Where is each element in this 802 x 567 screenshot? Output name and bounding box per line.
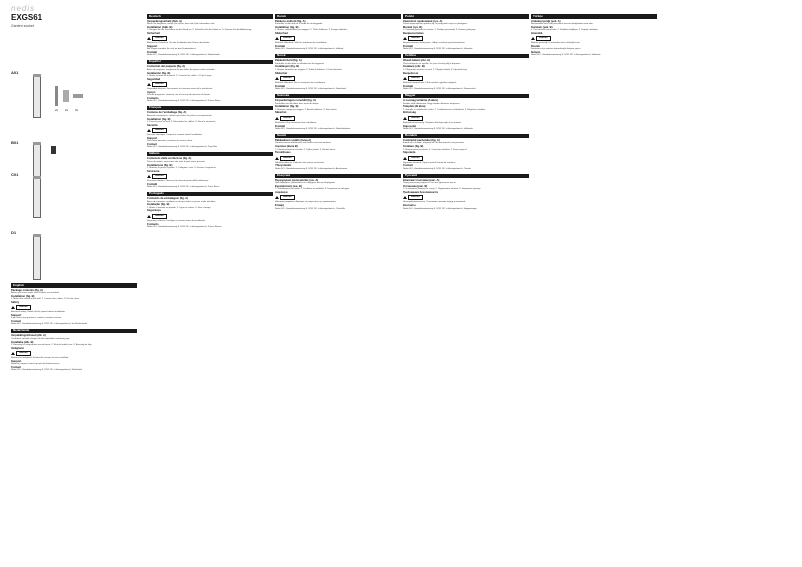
section-text: 1. Bringen Sie die Steckdose an der Wand an. 2. Schließen Sie die Kabel an. 3. Fixieren Sie die Abdeckung. [147, 28, 252, 31]
section-text: Bezpieczeństwo elektryczne. Odłącz zasilanie przed montażem. [403, 41, 466, 44]
section-heading: Pakkauksen sisältö (kuva A) [275, 139, 312, 143]
lang-section [275, 134, 401, 171]
section-heading: Επαφή [275, 204, 284, 208]
danger-label: DANGER [152, 174, 167, 179]
section-heading: A csomag tartalma (A ábra) [403, 99, 438, 103]
section-text: Przed rozpoczęciem upewnij się, że wszystkie części są dostępne. [403, 22, 468, 25]
danger-label: DANGER [152, 82, 167, 87]
section-text: Elektrische veiligheid. Schakel de stroom uit voor installatie. [11, 356, 69, 359]
warning-triangle-icon [275, 196, 279, 199]
section-heading: Asennus (kuva B) [275, 145, 298, 149]
section-text: 1. Τοποθετήστε την πρίζα. 2. Συνδέστε τα καλώδια. 3. Στερεώστε το κάλυμμα. [275, 188, 350, 191]
warning-triangle-icon [403, 196, 407, 199]
text-column [403, 14, 529, 560]
section-heading: Obsah balení (obr. A) [403, 59, 430, 63]
lang-section [275, 54, 401, 91]
figure-c01 [11, 172, 85, 216]
language-header: Polski [403, 14, 529, 19]
danger-warning [147, 36, 273, 41]
section-heading: Apoyo [147, 90, 156, 94]
section-text: Elsäkerhet. Bryt strömmen före installation. [275, 121, 317, 124]
lang-section [531, 14, 657, 57]
section-heading: Yhteystiedot [275, 164, 292, 168]
section-text: 1. Zamontuj gniazdo na ścianie. 2. Podłącz przewody. 3. Zamocuj pokrywę. [403, 28, 476, 31]
section-heading: Installazione (fig. B) [147, 163, 173, 167]
section-text: If you have any questions, contact customer service. [11, 317, 62, 320]
section-text: Avant de commencer, vérifiez que toutes les pièces sont présentes. [147, 114, 213, 117]
figure-a01 [11, 70, 85, 118]
section-heading: Conținutul pachetului (fig. A) [403, 139, 440, 143]
warning-icon [51, 146, 56, 154]
section-heading: Kontakt [275, 44, 286, 48]
warning-triangle-icon [11, 306, 15, 309]
section-text: Nedis B.V., Hambakenwetering 8, 5231 DD 's-Hertogenbosch, Nizozemsko [403, 87, 476, 90]
danger-label: DANGER [280, 116, 295, 121]
section-text: Kontroller at alle dele er til stede før du begynder. [275, 22, 323, 25]
section-heading: Kapcsolat [403, 124, 416, 128]
language-header: Română [403, 134, 529, 139]
danger-warning [403, 156, 529, 161]
lang-section [275, 94, 401, 131]
section-heading: Instalare (fig. B) [403, 145, 424, 149]
section-text: Sorularınız için müşteri hizmetleriyle iletişime geçin. [531, 48, 581, 51]
section-heading: Kontakt [403, 44, 414, 48]
section-text: Перед началом убедитесь, что все детали на месте. [403, 182, 457, 185]
warning-triangle-icon [147, 215, 151, 218]
section-text: Sécurité électrique. Coupez le courant avant l'installation. [147, 133, 203, 136]
section-text: Nedis B.V., Hambakenwetering 8, 5231 DD 's-Hertogenbosch, Nederland [275, 87, 346, 90]
danger-warning [11, 351, 137, 356]
section-text: Before you start, make sure all parts are included. [11, 291, 60, 294]
danger-warning [403, 116, 529, 121]
part-size-3: 3x [75, 108, 79, 112]
danger-warning [147, 82, 273, 87]
section-heading: Support [11, 313, 22, 317]
section-text: Электробезопасность. Отключите питание перед установкой. [403, 201, 466, 204]
language-header: Norsk [275, 54, 401, 59]
section-text: Sicurezza elettrica. Staccare la corrente prima dell'installazione. [147, 179, 209, 182]
part-size-2: 2x [65, 108, 69, 112]
text-column [147, 14, 273, 560]
section-text: Kontroller at alle deler er inkludert før du begynner. [275, 62, 325, 65]
section-heading: Conteúdo da embalagem (fig. A) [147, 197, 189, 201]
section-heading: Contact [11, 365, 22, 369]
warning-triangle-icon [11, 352, 15, 355]
section-heading: Contacto [147, 96, 159, 100]
section-heading: Installation (fig. B) [147, 117, 171, 121]
warning-triangle-icon [403, 157, 407, 160]
section-heading: Sikkerhet [275, 71, 288, 75]
section-text: Nedis B.V., Hambakenwetering 8, 5231 DD 's-Hertogenbosch, Hollandia [403, 127, 473, 130]
section-text: Před zahájením se ujistěte, že jsou všechny díly k dispozici. [403, 62, 461, 65]
lang-section [275, 174, 401, 211]
danger-label: DANGER [536, 36, 551, 41]
section-text: Pour toute question, contactez le service client. [147, 140, 193, 143]
section-heading: Support [147, 136, 158, 140]
section-heading: Комплект поставки (рис. A) [403, 179, 440, 182]
section-text: 1. Mount the socket to the wall. 2. Connect the cables. 3. Fix the cover. [11, 297, 80, 300]
section-text: Kontrollera att alla delar finns innan du börjar. [275, 102, 320, 105]
section-text: 1. Montare la presa a parete. 2. Collegare i cavi. 3. Fissare il coperchio. [147, 166, 217, 169]
section-heading: Contact [403, 164, 414, 168]
section-heading: Güvenlik [531, 31, 543, 35]
danger-label: DANGER [408, 195, 423, 200]
section-text: Bevor Sie beginnen, stellen Sie sicher, dass alle Teile vorhanden sind. [147, 22, 215, 25]
section-heading: Kontakt [275, 124, 286, 128]
lang-section-nl [11, 329, 137, 372]
section-text: 1. Montați priza pe perete. 2. Conectați cablurile. 3. Fixați capacul. [403, 148, 468, 151]
section-heading: Kontakt [147, 50, 158, 54]
section-text: Elektrisk sikkerhet. Slå av strømmen før installasjon. [275, 81, 326, 84]
section-text: Neem bij vragen contact op met de klantenservice. [11, 363, 61, 366]
section-text: Seguridad eléctrica. Desconecte la corriente antes de la instalación. [147, 87, 213, 90]
section-text: Înainte de a începe, asigurați-vă că toate piesele sunt prezente. [403, 142, 465, 145]
section-text: 1. Připevněte zásuvku na zeď. 2. Připojte kabely. 3. Upevněte kryt. [403, 68, 468, 71]
section-text: 1. Monte a tomada na parede. 2. Ligue os cabos. 3. Fixe a tampa. [147, 206, 211, 209]
language-header: Magyar [403, 94, 529, 99]
model-number: EXGS61 [11, 13, 43, 22]
section-heading: Biztonság [403, 111, 416, 115]
danger-warning [275, 156, 401, 161]
product-subtitle: Garden socket [11, 24, 34, 28]
section-heading: Förpackningens innehåll (fig. A) [275, 99, 316, 103]
section-text: Elektrik güvenliği. Kurulumdan önce elektriği kesin. [531, 41, 581, 44]
section-text: Bei Fragen wenden Sie sich an den Kundendienst. [147, 48, 197, 51]
danger-warning [11, 305, 137, 310]
section-text: Nedis B.V., Hambakenwetering 8, 5231 DD 's-Hertogenbosch, Países Bajos [147, 100, 221, 103]
section-text: Elektrische Sicherheit. Vor der Installation den Strom abschalten. [147, 41, 210, 44]
danger-label: DANGER [280, 195, 295, 200]
section-text: Si tiene preguntas, contacte con el servicio de atención al cliente. [147, 94, 211, 97]
section-text: Siguranța electrică. Opriți curentul înainte de instalare. [403, 161, 456, 164]
warning-triangle-icon [147, 37, 151, 40]
language-header: Español [147, 60, 273, 65]
figure-label: C01 [11, 172, 19, 177]
danger-label: DANGER [152, 128, 167, 133]
figure-label: A01 [11, 70, 19, 75]
section-text: 1. Prizi duvara monte edin. 2. Kabloları bağlayın. 3. Kapağı sabitleyin. [531, 28, 599, 31]
section-text: Antes de começar, certifique-se de que todas as peças estão incluídas. [147, 200, 217, 203]
lang-section [275, 14, 401, 51]
lang-section [403, 54, 529, 91]
section-heading: Contact [11, 319, 22, 323]
danger-warning [275, 116, 401, 121]
section-heading: Περιεχόμενα συσκευασίας (εικ. A) [275, 179, 319, 182]
section-text: 1. Monter stikkontakten på væggen. 2. Tilslut kablerne. 3. Fastgør dækslet. [275, 28, 348, 31]
brand-logo: nedis [11, 4, 36, 13]
section-heading: Siguranța [403, 151, 416, 155]
warning-triangle-icon [403, 37, 407, 40]
section-heading: Ασφάλεια [275, 191, 288, 195]
danger-warning [403, 76, 529, 81]
section-heading: Destek [531, 44, 540, 48]
section-heading: İletişim [531, 50, 541, 54]
section-heading: Sicurezza [147, 169, 160, 173]
danger-label: DANGER [280, 156, 295, 161]
language-header: Suomi [275, 134, 401, 139]
section-heading: Contacto [147, 222, 159, 226]
danger-warning [275, 195, 401, 200]
section-heading: Pakkens indhold (fig. A) [275, 19, 306, 23]
section-text: Segurança elétrica. Desligue a corrente antes da instalação. [147, 219, 206, 222]
section-heading: Turvallisuus [275, 151, 291, 155]
section-text: Sähköturvallisuus. Katkaise virta ennen asennusta. [275, 161, 325, 164]
section-heading: Installation (fig. B) [11, 294, 35, 298]
danger-label: DANGER [408, 116, 423, 121]
section-heading: Veiligheid [11, 346, 24, 350]
danger-label: DANGER [16, 305, 31, 310]
language-header: Русский [403, 174, 529, 179]
section-heading: Pakkeinnhold (fig. A) [275, 59, 302, 63]
section-heading: Seguridad [147, 77, 161, 81]
section-heading: Installation (Abb. B) [147, 25, 173, 29]
danger-warning [275, 76, 401, 81]
section-heading: Bezpečnost [403, 71, 419, 75]
socket-post-illustration [33, 178, 41, 218]
section-text: Nedis B.V., Hambakenwetering 8, 5231 DD 's-Hertogenbosch, Países Baixos [147, 225, 222, 228]
section-heading: Sicherheit [147, 31, 160, 35]
danger-warning [147, 128, 273, 133]
section-text: Nedis B.V., Hambakenwetering 8, 5231 DD 's-Hertogenbosch, Holandia [403, 48, 473, 51]
section-heading: Sécurité [147, 123, 158, 127]
lang-section [147, 152, 273, 189]
section-heading: Verpakkingsinhoud (afb. A) [11, 334, 46, 338]
section-text: Antes de empezar, asegúrese de que todas las piezas estén incluidas. [147, 68, 216, 71]
warning-triangle-icon [275, 117, 279, 120]
section-heading: Kontakt [275, 84, 286, 88]
danger-warning [531, 36, 657, 41]
lang-section [403, 174, 529, 211]
section-text: Varmista ennen aloittamista, että kaikki osat ovat mukana. [275, 142, 332, 145]
section-heading: Contenido del paquete (fig. A) [147, 65, 186, 69]
section-text: Nedis B.V., Hambakenwetering 8, 5231 DD 's-Hertogenbosch, Niederlande [147, 54, 220, 57]
warning-triangle-icon [403, 117, 407, 120]
section-heading: Installation (fig. B) [275, 105, 299, 109]
section-heading: Требования безопасности [403, 191, 439, 195]
section-text: 1. Kiinnitä pistorasia seinään. 2. Kytke johdot. 3. Kiinnitä kansi. [275, 148, 336, 151]
section-text: 1. Monte la toma en la pared. 2. Conecte los cables. 3. Fije la tapa. [147, 74, 212, 77]
language-header: Türkçe [531, 14, 657, 19]
section-heading: Verpackungsinhalt (Abb. A) [147, 19, 182, 23]
section-heading: Contact [147, 142, 158, 146]
section-heading: Telepítés (B ábra) [403, 105, 426, 109]
section-text: Prima di iniziare, assicurarsi che tutte le parti siano presenti. [147, 160, 206, 163]
section-text: Nedis B.V., Hambakenwetering 8, 5231 DD 's-Hertogenbosch, Pays-Bas [147, 146, 218, 149]
section-heading: Support [147, 44, 158, 48]
danger-warning [403, 36, 529, 41]
section-heading: Контакты [403, 204, 416, 208]
section-text: 1. Szerelje a csatlakozót a falra. 2. Csatlakoztassa a kábeleket. 3. Rögzítse a fedelet. [403, 108, 486, 111]
section-heading: Installatie (afb. B) [11, 340, 34, 344]
section-heading: Contatti [147, 182, 158, 186]
section-heading: Установка (рис. B) [403, 185, 428, 189]
warning-triangle-icon [275, 37, 279, 40]
section-heading: Instalación (fig. B) [147, 71, 171, 75]
language-header: Français [147, 106, 273, 111]
lang-section [147, 106, 273, 149]
language-header: Ελληνικά [275, 174, 401, 179]
section-text: 1. Bevestig het stopcontact aan de muur. 2. Sluit de kabels aan. 3. Bevestig de kap. [11, 343, 92, 346]
lang-section [403, 94, 529, 131]
warning-triangle-icon [147, 129, 151, 132]
danger-label: DANGER [152, 36, 167, 41]
section-text: 1. Fixez la prise au mur. 2. Raccordez les câbles. 3. Fixez le couvercle. [147, 120, 216, 123]
language-header: Svenska [275, 94, 401, 99]
section-heading: Kurulum (şek. B) [531, 25, 553, 29]
section-heading: Installasjon (fig. B) [275, 65, 300, 69]
danger-label: DANGER [16, 351, 31, 356]
warning-triangle-icon [275, 77, 279, 80]
language-header: Português [147, 192, 273, 197]
section-text: 1. Monter kontakten på veggen. 2. Koble til kablene. 3. Fest dekselet. [275, 68, 343, 71]
section-text: Electrical safety. Switch off the power before installation. [11, 310, 66, 313]
section-text: 1. Установите розетку на стену. 2. Подключите кабели. 3. Закрепите крышку. [403, 188, 481, 191]
lang-section-en [11, 283, 137, 326]
section-text: Ηλεκτρική ασφάλεια. Διακόψτε το ρεύμα πριν την εγκατάσταση. [275, 201, 337, 204]
section-text: Nedis B.V., Hambakenwetering 8, 5231 DD 's-Hertogenbosch, Hollanda [531, 54, 601, 57]
danger-warning [403, 195, 529, 200]
section-text: Başlamadan önce tüm parçaların mevcut olduğundan emin olun. [531, 22, 594, 25]
text-column [531, 14, 657, 560]
lang-section [403, 14, 529, 51]
figure-d1 [11, 230, 85, 278]
section-text: Nedis B.V., Hambakenwetering 8, 5231 DD 's-Hertogenbosch, Holland [275, 48, 344, 51]
section-text: Elektrisk sikkerhed. Sluk for strømmen før installation. [275, 41, 328, 44]
section-heading: Support [11, 359, 22, 363]
danger-label: DANGER [408, 156, 423, 161]
anchor-icon [63, 90, 69, 102]
section-heading: Sikkerhed [275, 31, 288, 35]
section-text: Nedis B.V., Hambakenwetering 8, 5231 DD 's-Hertogenbosch, Olanda [403, 167, 471, 170]
lang-section [147, 60, 273, 103]
language-header: English [11, 283, 137, 288]
section-heading: Montaż (rys. B) [403, 25, 423, 29]
section-heading: Installation (fig. B) [275, 25, 299, 29]
section-text: Nedis B.V., Hambakenwetering 8, 5231 DD 's-Hertogenbosch, the Netherlands [11, 323, 88, 326]
warning-triangle-icon [147, 175, 151, 178]
screw-icon [55, 86, 58, 106]
figure-label: D1 [11, 230, 17, 235]
section-text: Nedis B.V., Hambakenwetering 8, 5231 DD 's-Hertogenbosch, Нидерланды [403, 207, 477, 210]
danger-warning [147, 214, 273, 219]
language-header: Deutsch [147, 14, 273, 19]
section-heading: Contenu de l'emballage (fig. A) [147, 111, 187, 115]
language-header: Čeština [403, 54, 529, 59]
section-text: Nedis B.V., Hambakenwetering 8, 5231 DD 's-Hertogenbosch, Nederländerna [275, 127, 351, 130]
section-text: Nedis B.V., Hambakenwetering 8, 5231 DD 's-Hertogenbosch, Alankomaat [275, 167, 348, 170]
section-text: Controleer voordat u begint of alle onderdelen aanwezig zijn. [11, 337, 70, 340]
warning-triangle-icon [531, 37, 535, 40]
language-header: Dansk [275, 14, 401, 19]
section-text: Nedis B.V., Hambakenwetering 8, 5231 DD 's-Hertogenbosch, Nederland [11, 369, 82, 372]
danger-label: DANGER [408, 36, 423, 41]
section-heading: Segurança [147, 209, 161, 213]
warning-triangle-icon [147, 83, 151, 86]
language-header: Nederlands [11, 329, 137, 334]
danger-warning [147, 174, 273, 179]
lang-section [147, 14, 273, 57]
socket-post-illustration [33, 236, 41, 280]
warning-triangle-icon [275, 157, 279, 160]
section-heading: Instalace (obr. B) [403, 65, 425, 69]
section-text: 1. Montera uttaget på väggen. 2. Anslut kablarna. 3. Fäst locket. [275, 108, 338, 111]
section-heading: Contenuto della confezione (fig. A) [147, 157, 192, 161]
lang-section [147, 192, 273, 229]
warning-triangle-icon [403, 77, 407, 80]
section-heading: Säkerhet [275, 111, 287, 115]
section-text: Nedis B.V., Hambakenwetering 8, 5231 DD 's-Hertogenbosch, Paesi Bassi [147, 185, 220, 188]
danger-label: DANGER [280, 76, 295, 81]
section-heading: Zawartość opakowania (rys. A) [403, 19, 443, 23]
bracket-icon [73, 94, 83, 98]
section-heading: Εγκατάσταση (εικ. B) [275, 185, 302, 189]
socket-post-illustration [33, 76, 41, 118]
language-header: Italiano [147, 152, 273, 157]
figure-label: B01 [11, 140, 19, 145]
lang-section [403, 134, 529, 171]
section-heading: Ambalaj içeriği (şek. A) [531, 19, 561, 23]
danger-label: DANGER [152, 214, 167, 219]
section-heading: Safety [11, 300, 20, 304]
section-heading: Bezpieczeństwo [403, 31, 424, 35]
danger-label: DANGER [280, 36, 295, 41]
section-heading: Kontakt [403, 84, 414, 88]
section-text: Kezdés előtt ellenőrizze, hogy minden alkatrész megvan-e. [403, 102, 461, 105]
danger-label: DANGER [408, 76, 423, 81]
danger-warning [275, 36, 401, 41]
section-heading: Instalação (fig. B) [147, 203, 170, 207]
section-text: Nedis B.V., Hambakenwetering 8, 5231 DD 's-Hertogenbosch, Ολλανδία [275, 207, 345, 210]
section-text: Elektromos biztonság. Telepítés előtt kapcsolja ki az áramot. [403, 121, 462, 124]
text-column [275, 14, 401, 560]
section-text: Πριν ξεκινήσετε, βεβαιωθείτε ότι υπάρχουν όλα τα εξαρτήματα. [275, 182, 336, 185]
left-text-column [11, 283, 137, 375]
section-text: Elektrická bezpečnost. Před instalací vypněte napájení. [403, 81, 457, 84]
part-size-1: 2x [55, 108, 59, 112]
section-heading: Package contents (fig. A) [11, 288, 44, 292]
